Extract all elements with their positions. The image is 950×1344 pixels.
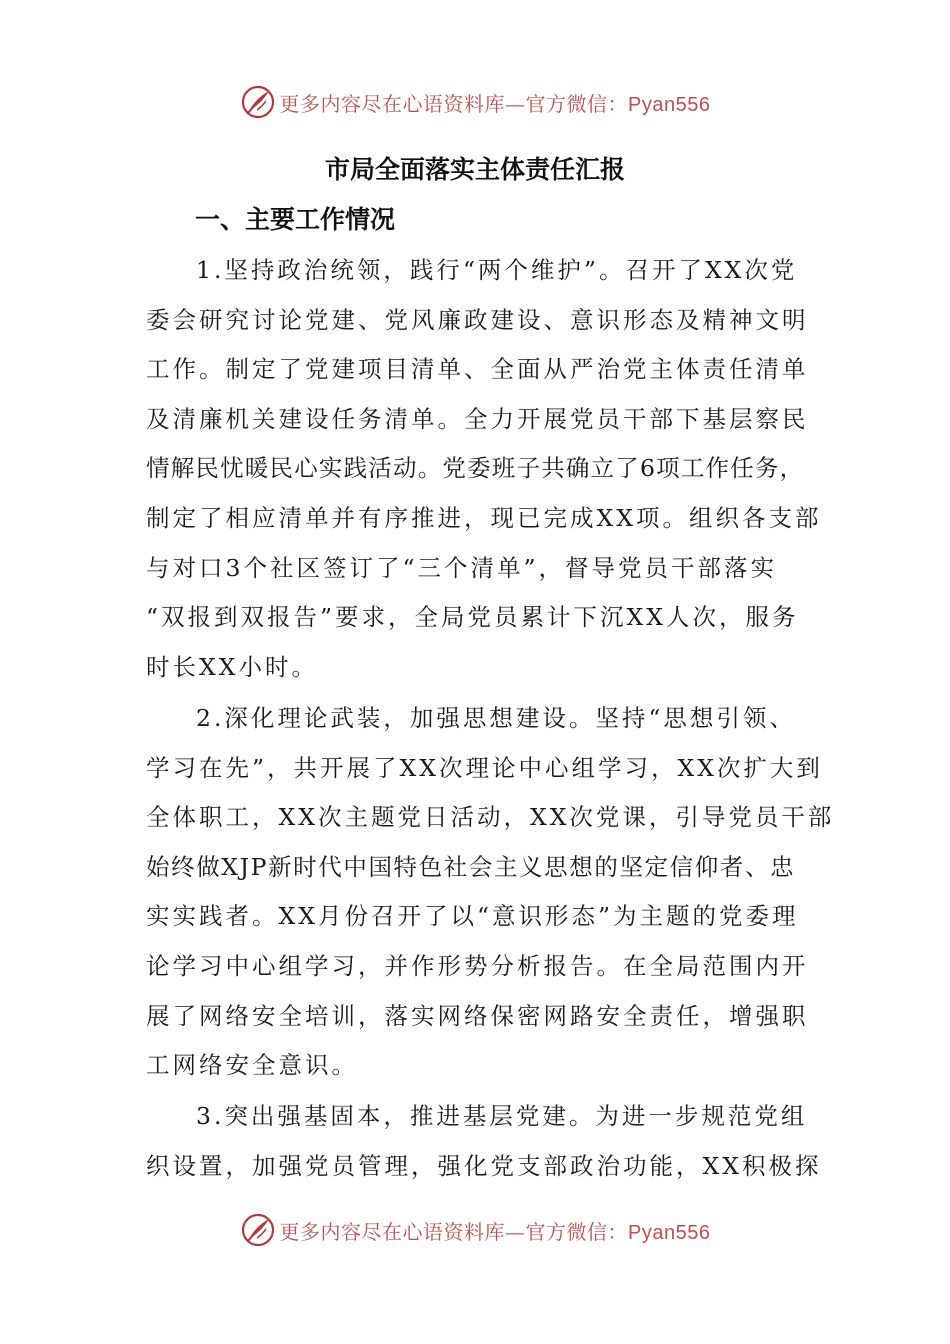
paragraph-line: 委会研究讨论党建、党风廉政建设、意识形态及精神文明 <box>146 305 809 334</box>
banner-text <box>280 1216 711 1245</box>
paragraph-2 <box>146 694 835 1091</box>
paragraph-line: 学习在先”，共开展了XX次理论中心组学习，XX次扩大到 <box>146 753 823 782</box>
paragraph-line: 1.坚持政治统领，践行“两个维护”。召开了XX次党 <box>196 256 798 284</box>
banner-text <box>280 88 711 117</box>
paragraph-line: 及清廉机关建设任务清单。全力开展党员干部下基层察民 <box>146 404 809 433</box>
footer-watermark-banner <box>0 1208 950 1252</box>
paragraph-line: 工网络安全意识。 <box>146 1051 358 1080</box>
paragraph-line: 织设置，加强党员管理，强化党支部政治功能，XX积极探 <box>146 1151 822 1180</box>
section-heading: 一、主要工作情况 <box>195 205 396 234</box>
paragraph-3 <box>146 1092 822 1191</box>
banner-cn-text: 更多内容尽在心语资料库 <box>279 91 506 116</box>
paragraph-line: 与对口3个社区签订了“三个清单”，督导党员干部落实 <box>146 553 777 582</box>
banner-wechat-id: Pyan556 <box>628 93 711 116</box>
banner-wechat-id: Pyan556 <box>628 1221 711 1244</box>
paragraph-line: 时长XX小时。 <box>146 652 318 681</box>
paragraph-line: 2.深化理论武装，加强思想建设。坚持“思想引领、 <box>196 704 796 732</box>
banner-separator: — <box>505 1219 526 1244</box>
quill-logo-icon <box>240 1212 276 1248</box>
paragraph-line: 论学习中心组学习，并作形势分析报告。在全局范围内开 <box>146 951 809 980</box>
paragraph-line: 展了网络安全培训，落实网络保密网路安全责任，增强职 <box>146 1001 809 1030</box>
banner-official-label: 官方微信： <box>525 91 629 116</box>
paragraph-line: 情解民忧暖民心实践活动。党委班子共确立了6项工作任务， <box>146 454 805 483</box>
paragraph-1 <box>146 246 822 692</box>
quill-logo-icon <box>240 84 276 120</box>
banner-cn-text: 更多内容尽在心语资料库 <box>279 1219 506 1244</box>
paragraph-line: 实实践者。XX月份召开了以“意识形态”为主题的党委理 <box>146 902 799 931</box>
banner-separator: — <box>505 91 526 116</box>
paragraph-line: “双报到双报告”要求，全局党员累计下沉XX人次，服务 <box>146 603 799 632</box>
paragraph-line: 始终做XJP新时代中国特色社会主义思想的坚定信仰者、忠 <box>146 852 796 881</box>
document-title: 市局全面落实主体责任汇报 <box>324 155 625 184</box>
paragraph-line: 3.突出强基固本，推进基层党建。为进一步规范党组 <box>196 1102 808 1130</box>
banner-official-label: 官方微信： <box>525 1219 629 1244</box>
paragraph-line: 制定了相应清单并有序推进，现已完成XX项。组织各支部 <box>146 503 822 532</box>
header-watermark-banner <box>0 80 950 124</box>
paragraph-line: 全体职工，XX次主题党日活动，XX次党课，引导党员干部 <box>146 803 835 832</box>
paragraph-line: 工作。制定了党建项目清单、全面从严治党主体责任清单 <box>146 355 809 384</box>
